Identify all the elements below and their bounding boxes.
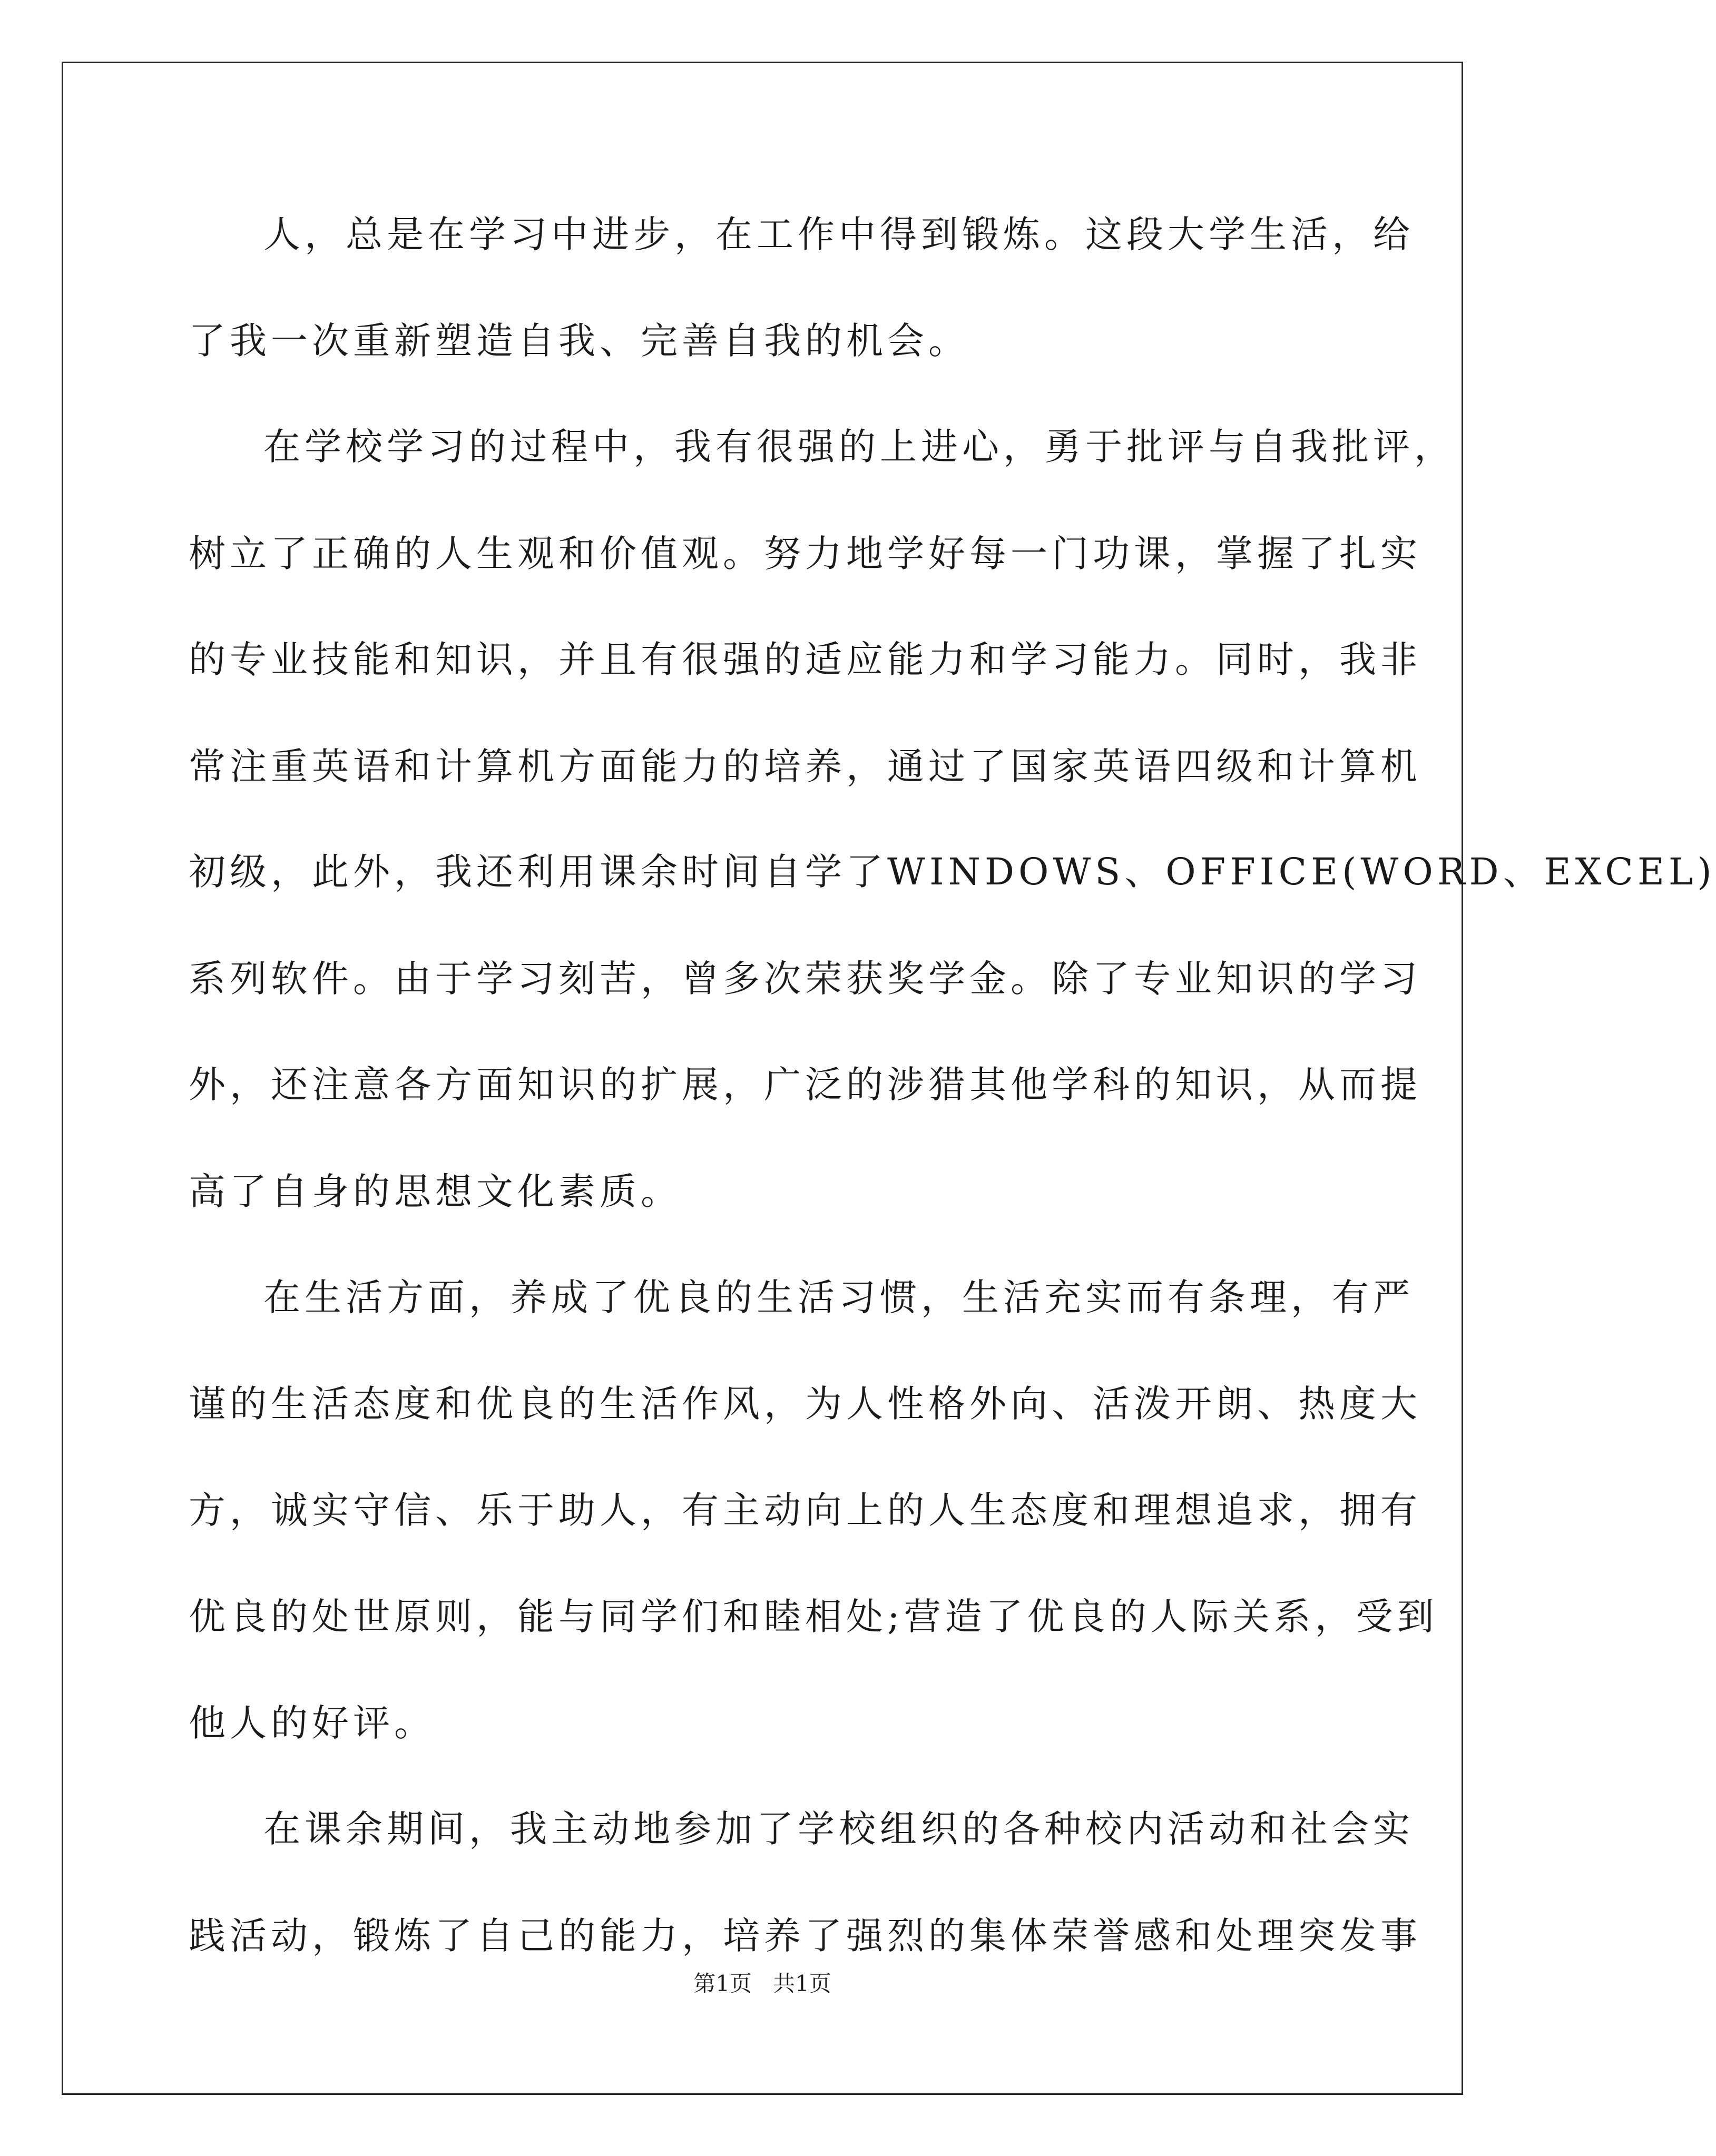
- paragraph-line: 系列软件。由于学习刻苦，曾多次荣获奖学金。除了专业知识的学习: [189, 957, 1421, 1000]
- paragraph-line: 的专业技能和知识，并且有很强的适应能力和学习能力。同时，我非: [189, 638, 1421, 681]
- paragraph-line: 在课余期间，我主动地参加了学校组织的各种校内活动和社会实: [263, 1807, 1414, 1850]
- paragraph-line: 高了自身的思想文化素质。: [189, 1170, 682, 1213]
- paragraph-line: 了我一次重新塑造自我、完善自我的机会。: [189, 319, 969, 362]
- paragraph-line: 树立了正确的人生观和价值观。努力地学好每一门功课，掌握了扎实: [189, 532, 1421, 575]
- paragraph-line: 人，总是在学习中进步，在工作中得到锻炼。这段大学生活，给: [263, 213, 1414, 256]
- paragraph-line: 初级，此外，我还利用课余时间自学了WINDOWS、OFFICE(WORD、EXCEL): [189, 850, 1716, 893]
- paragraph-line: 优良的处世原则，能与同学们和睦相处;营造了优良的人际关系，受到: [189, 1595, 1438, 1638]
- paragraph-line: 方，诚实守信、乐于助人，有主动向上的人生态度和理想追求，拥有: [189, 1489, 1421, 1532]
- paragraph-line: 在学校学习的过程中，我有很强的上进心，勇于批评与自我批评，: [263, 425, 1455, 468]
- paragraph-line: 谨的生活态度和优良的生活作风，为人性格外向、活泼开朗、热度大: [189, 1382, 1421, 1425]
- paragraph-line: 他人的好评。: [189, 1701, 435, 1745]
- paragraph-line: 践活动，锻炼了自己的能力，培养了强烈的集体荣誉感和处理突发事: [189, 1914, 1421, 1957]
- paragraph-line: 外，还注意各方面知识的扩展，广泛的涉猎其他学科的知识，从而提: [189, 1063, 1421, 1106]
- page-number-footer: 第1页 共1页: [693, 1971, 831, 1996]
- paragraph-line: 常注重英语和计算机方面能力的培养，通过了国家英语四级和计算机: [189, 745, 1421, 788]
- paragraph-line: 在生活方面，养成了优良的生活习惯，生活充实而有条理，有严: [263, 1276, 1414, 1319]
